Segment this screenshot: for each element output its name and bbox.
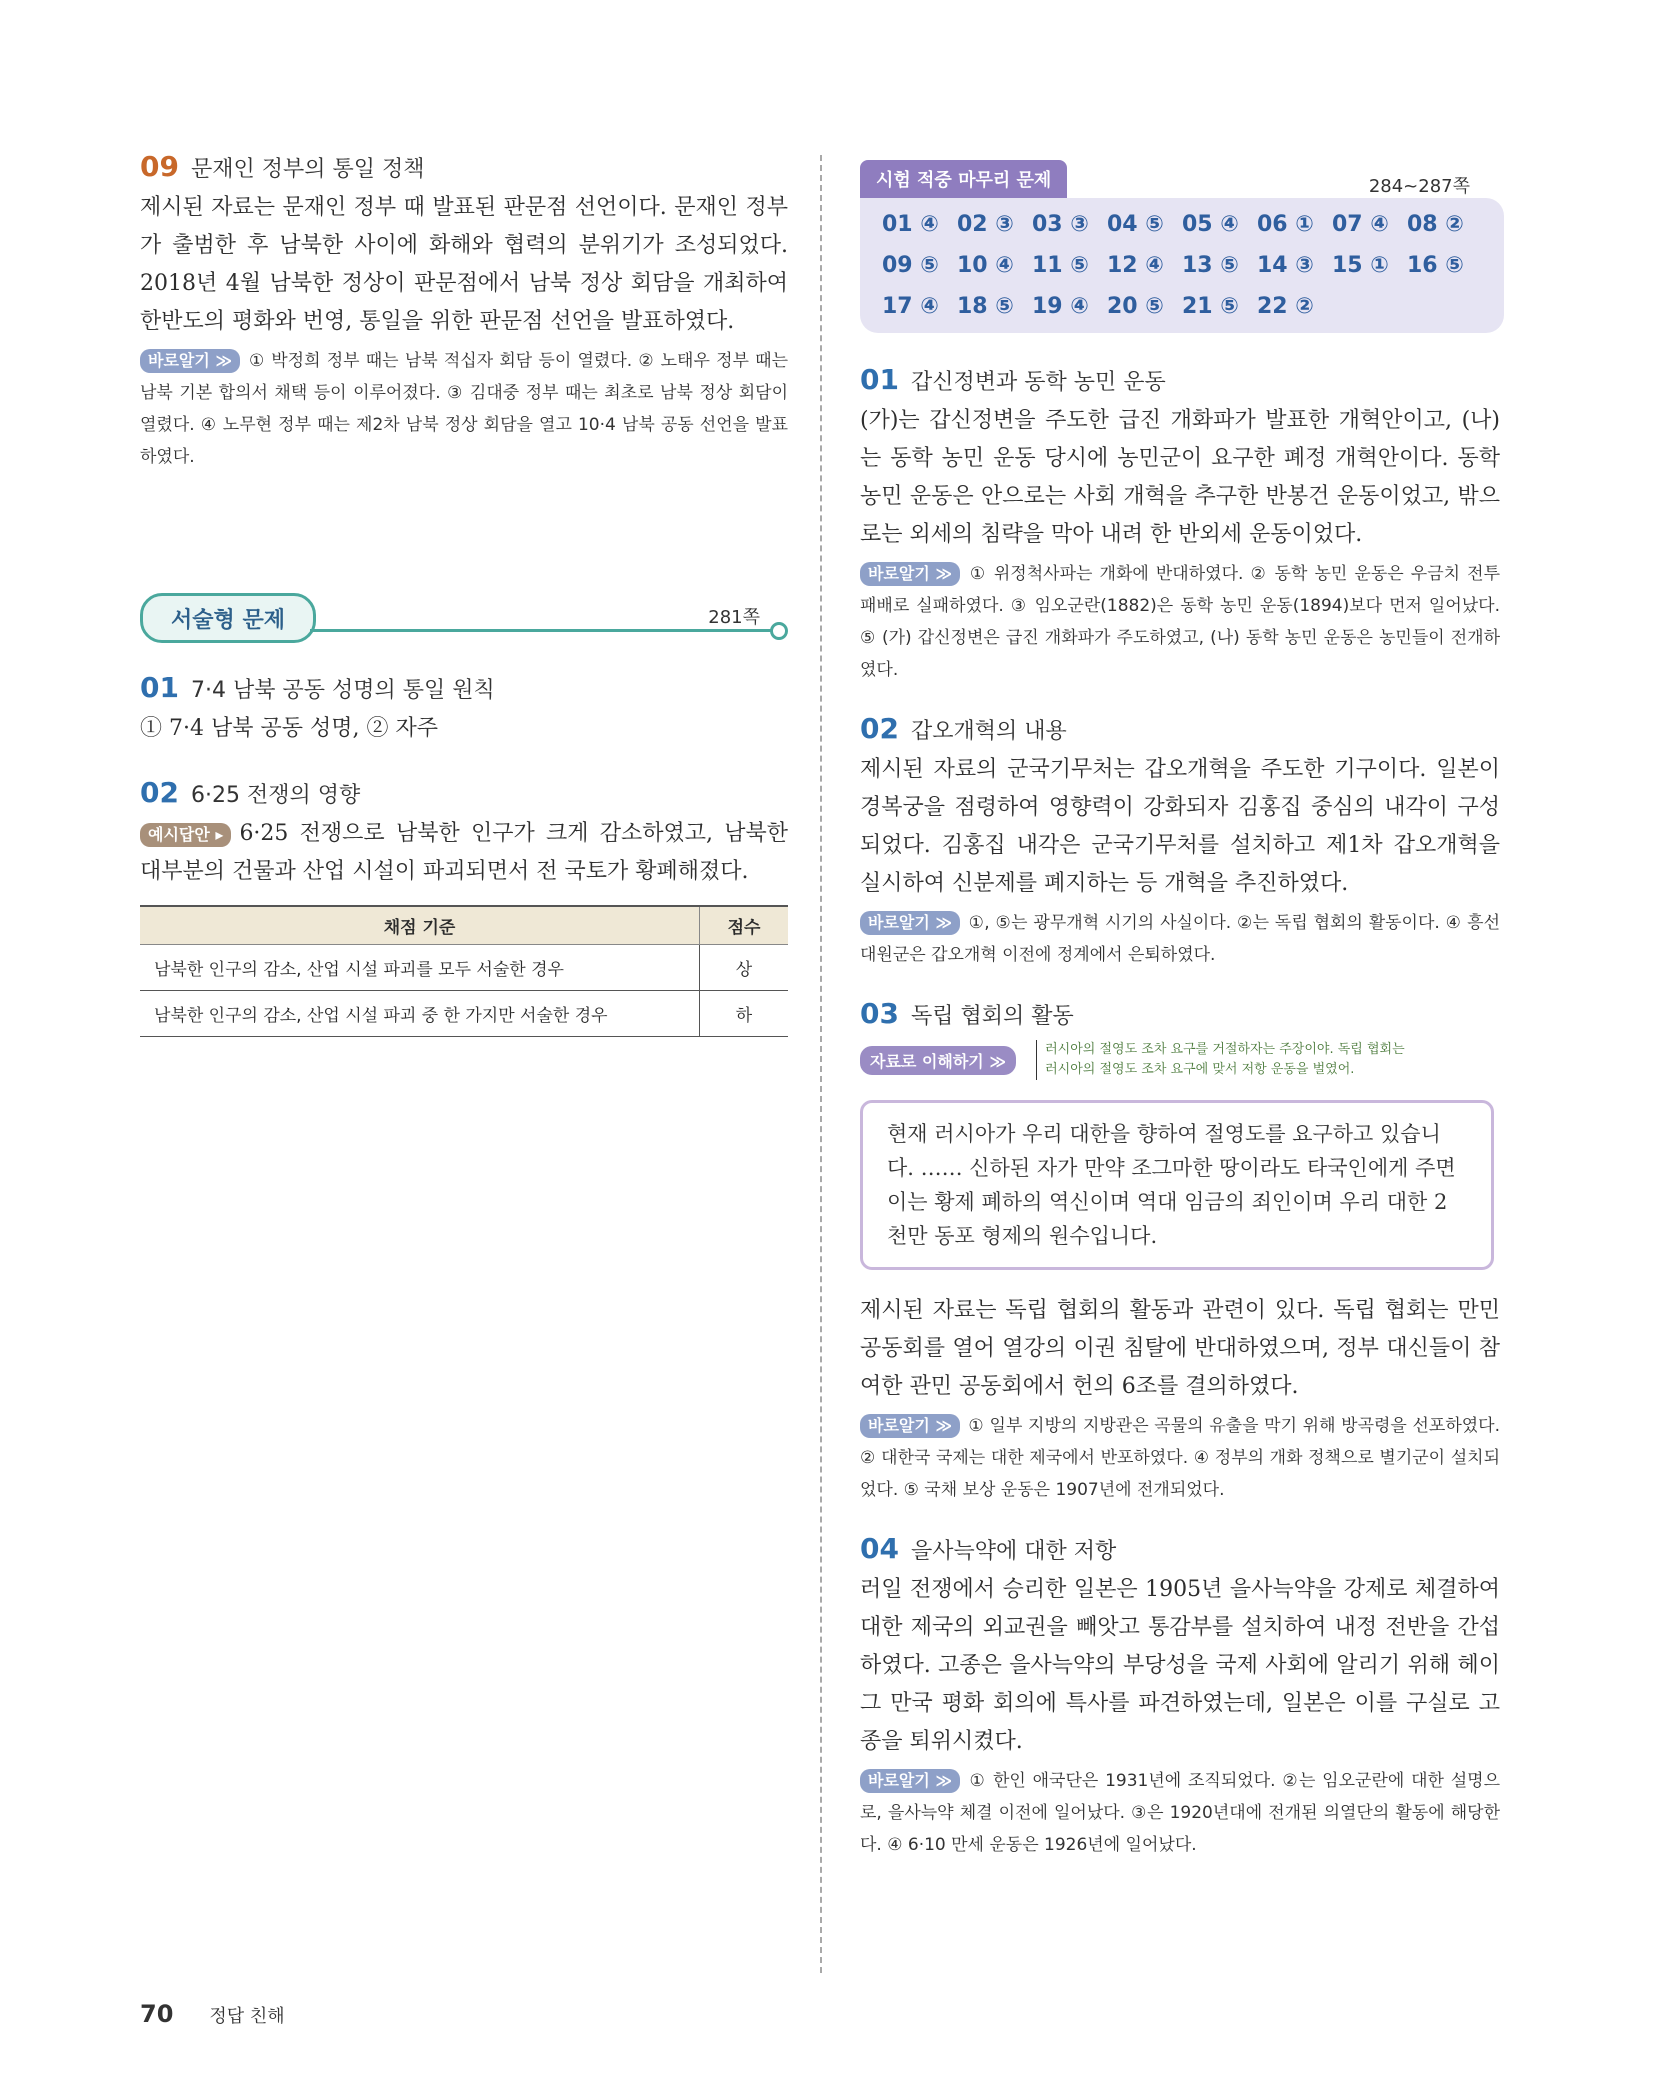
explanation: (가)는 갑신정변을 주도한 급진 개화파가 발표한 개혁안이고, (나)는 동학 농민 운동 당시에 농민군이 요구한 폐정 개혁안이다. 동학 농민 운동은 안으로는 사회 개혁을 추구한 반봉건 운동이었고, 밖으로는 외세의 침략을 막아 내려 한 반외세 운동이었다.	[860, 408, 1500, 547]
answer-item: 02 ③	[957, 212, 1014, 237]
question-number: 02	[140, 776, 179, 809]
question-title: 을사늑약에 대한 저항	[910, 1539, 1117, 1564]
section-line	[310, 629, 778, 632]
table-cell: 하	[700, 991, 789, 1037]
answer-item: 22 ②	[1257, 294, 1314, 319]
question-title: 독립 협회의 활동	[910, 1004, 1074, 1029]
section-label: 서술형 문제	[140, 593, 316, 643]
explanation: 제시된 자료의 군국기무처는 갑오개혁을 주도한 기구이다. 일본이 경복궁을 점령하여 영향력이 강화되자 김홍집 중심의 내각이 구성되었다. 김홍집 내각은 군국기무처를 설치하고 제1차 갑오개혁을 실시하여 신분제를 폐지하는 등 개혁을 추진하였다.	[860, 757, 1500, 896]
table-cell: 남북한 인구의 감소, 산업 시설 파괴 중 한 가지만 서술한 경우	[140, 991, 700, 1037]
answer-item: 21 ⑤	[1182, 294, 1239, 319]
question-number: 01	[860, 363, 899, 396]
answer-item: 10 ④	[957, 253, 1014, 278]
answer-item: 15 ①	[1332, 253, 1389, 278]
correction-text: ① 일부 지방의 지방관은 곡물의 유출을 막기 위해 방곡령을 선포하였다. ② 대한국 국제는 대한 제국에서 반포하였다. ④ 정부의 개화 정책으로 별기군이 설치되었다. ⑤ 국채 보상 운동은 1907년에 전개되었다.	[860, 1416, 1500, 1500]
annotation-line: 러시아의 절영도 조차 요구를 거절하자는 주장이야. 독립 협회는	[1045, 1042, 1405, 1057]
sample-answer-text: 6·25 전쟁으로 남북한 인구가 크게 감소하였고, 남북한 대부분의 건물과 산업 시설이 파괴되면서 전 국토가 황폐해졌다.	[140, 821, 788, 884]
answer-item: 17 ④	[882, 294, 939, 319]
annotation-line: 러시아의 절영도 조차 요구에 맞서 저항 운동을 벌였어.	[1045, 1062, 1355, 1077]
answer-item: 12 ④	[1107, 253, 1164, 278]
question-02	[860, 712, 1500, 971]
explanation: 제시된 자료는 문재인 정부 때 발표된 판문점 선언이다. 문재인 정부가 출범한 후 남북한 사이에 화해와 협력의 분위기가 조성되었다. 2018년 4월 남북한 정상이 판문점에서 남북 정상 회담을 개최하여 한반도의 평화와 번영, 통일을 위한 판문점 선언을 발표하였다.	[140, 195, 788, 334]
question-09	[140, 150, 788, 473]
answer-item: 20 ⑤	[1107, 294, 1164, 319]
descriptive-01	[140, 671, 788, 748]
source-quote: 현재 러시아가 우리 대한을 향하여 절영도를 요구하고 있습니다. …… 신하된 자가 만약 조그마한 땅이라도 타국인에게 주면 이는 황제 폐하의 역신이며 역대 임금의 죄인이며 우리 대한 2천만 동포 형제의 원수입니다.	[860, 1100, 1494, 1270]
answer-item: 14 ③	[1257, 253, 1314, 278]
section-dot	[770, 622, 788, 640]
answer-item: 07 ④	[1332, 212, 1389, 237]
correction-text: ① 위정척사파는 개화에 반대하였다. ② 동학 농민 운동은 우금치 전투 패배로 실패하였다. ③ 임오군란(1882)은 동학 농민 운동(1894)보다 먼저 일어났다. ⑤ (가) 갑신정변은 급진 개화파가 주도하였고, (나) 동학 농민 운동은 농민들이 전개하였다.	[860, 564, 1500, 680]
source-callout	[860, 1040, 1500, 1080]
descriptive-02	[140, 776, 788, 1037]
table-header: 채점 기준	[140, 906, 700, 945]
answer-item: 19 ④	[1032, 294, 1089, 319]
answer-item: 16 ⑤	[1407, 253, 1464, 278]
correction-badge: 바로알기 ≫	[860, 1769, 960, 1793]
answer-item: 01 ④	[882, 212, 939, 237]
table-header: 점수	[700, 906, 789, 945]
answer-item: 06 ①	[1257, 212, 1314, 237]
question-number: 09	[140, 150, 179, 183]
answer-item: 03 ③	[1032, 212, 1089, 237]
correction-badge: 바로알기 ≫	[860, 1414, 960, 1438]
footer-title: 정답 친해	[209, 2006, 285, 2027]
section-header	[140, 593, 788, 643]
question-title: 6·25 전쟁의 영향	[190, 783, 361, 808]
page-number: 70	[140, 2000, 174, 2028]
answer-key-grid	[860, 198, 1504, 333]
table-row	[140, 945, 788, 991]
answer-item: 11 ⑤	[1032, 253, 1089, 278]
explanation: 러일 전쟁에서 승리한 일본은 1905년 을사늑약을 강제로 체결하여 대한 제국의 외교권을 빼앗고 통감부를 설치하여 내정 전반을 간섭하였다. 고종은 을사늑약의 부당성을 국제 사회에 알리기 위해 헤이그 만국 평화 회의에 특사를 파견하였는데, 일본은 이를 구실로 고종을 퇴위시켰다.	[860, 1577, 1500, 1754]
question-number: 03	[860, 997, 899, 1030]
answer-item: 08 ②	[1407, 212, 1464, 237]
correction-badge: 바로알기 ≫	[860, 562, 960, 586]
correction-badge: 바로알기 ≫	[860, 911, 960, 935]
explanation: 제시된 자료는 독립 협회의 활동과 관련이 있다. 독립 협회는 만민 공동회를 열어 열강의 이권 침탈에 반대하였으며, 정부 대신들이 참여한 관민 공동회에서 헌의 6조를 결의하였다.	[860, 1298, 1500, 1399]
correction-note	[860, 907, 1500, 971]
answer-item: 13 ⑤	[1182, 253, 1239, 278]
column-divider	[820, 155, 822, 1973]
source-annotation	[1036, 1040, 1405, 1080]
correction-text: ① 한인 애국단은 1931년에 조직되었다. ②는 임오군란에 대한 설명으로, 을사늑약 체결 이전에 일어났다. ③은 1920년대에 전개된 의열단의 활동에 해당한다. ④ 6·10 만세 운동은 1926년에 일어났다.	[860, 1771, 1500, 1855]
correction-badge: 바로알기 ≫	[140, 349, 240, 373]
question-03	[860, 997, 1500, 1506]
sample-answer	[140, 815, 788, 891]
answer-item: 09 ⑤	[882, 253, 939, 278]
page-footer	[140, 2000, 285, 2028]
question-title: 7·4 남북 공동 성명의 통일 원칙	[190, 678, 495, 703]
question-title: 문재인 정부의 통일 정책	[190, 157, 425, 182]
question-number: 02	[860, 712, 899, 745]
scoring-table	[140, 905, 788, 1037]
correction-note	[140, 345, 788, 473]
answer-key-header	[860, 160, 1500, 198]
right-column	[860, 160, 1500, 1861]
correction-text: ①, ⑤는 광무개혁 시기의 사실이다. ②는 독립 협회의 활동이다. ④ 흥선 대원군은 갑오개혁 이전에 정계에서 은퇴하였다.	[860, 913, 1500, 965]
question-number: 04	[860, 1532, 899, 1565]
answer-key-tab: 시험 적중 마무리 문제	[860, 160, 1067, 198]
question-01	[860, 363, 1500, 686]
correction-note	[860, 1765, 1500, 1861]
correction-note	[860, 1410, 1500, 1506]
question-title: 갑오개혁의 내용	[910, 719, 1067, 744]
table-row	[140, 991, 788, 1037]
source-tag: 자료로 이해하기 ≫	[860, 1046, 1016, 1075]
answer-text: ① 7·4 남북 공동 성명, ② 자주	[140, 716, 438, 741]
answer-key-page: 284~287쪽	[1368, 176, 1470, 197]
answer-item: 05 ④	[1182, 212, 1239, 237]
table-cell: 상	[700, 945, 789, 991]
sample-answer-badge: 예시답안 ▸	[140, 823, 231, 847]
correction-text: ① 박정희 정부 때는 남북 적십자 회담 등이 열렸다. ② 노태우 정부 때는 남북 기본 합의서 채택 등이 이루어졌다. ③ 김대중 정부 때는 최초로 남북 정상 회담이 열렸다. ④ 노무현 정부 때는 제2차 남북 정상 회담을 열고 10·4 남북 공동 선언을 발표하였다.	[140, 351, 788, 467]
question-number: 01	[140, 671, 179, 704]
section-page: 281쪽	[708, 607, 760, 628]
answer-item: 04 ⑤	[1107, 212, 1164, 237]
answer-item: 18 ⑤	[957, 294, 1014, 319]
question-04	[860, 1532, 1500, 1861]
correction-note	[860, 558, 1500, 686]
left-column	[140, 150, 788, 1037]
question-title: 갑신정변과 동학 농민 운동	[910, 370, 1166, 395]
table-cell: 남북한 인구의 감소, 산업 시설 파괴를 모두 서술한 경우	[140, 945, 700, 991]
